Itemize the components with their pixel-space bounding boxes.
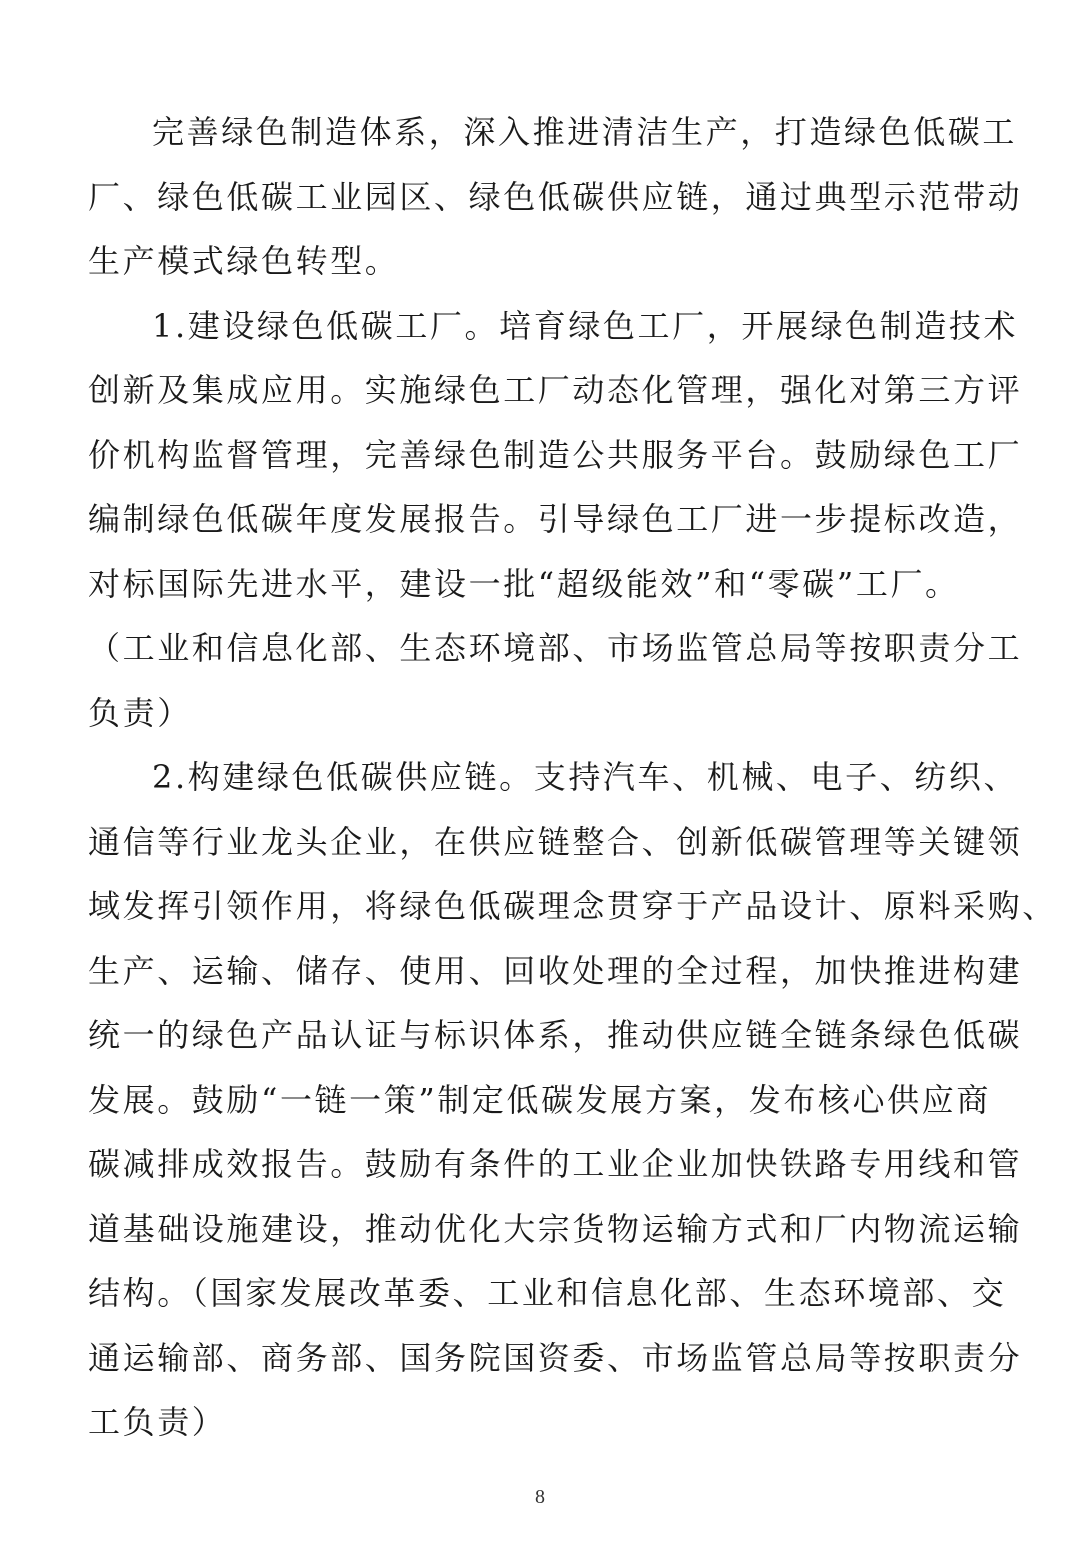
paragraph-1-line: （工业和信息化部、生态环境部、市场监管总局等按职责分工 bbox=[88, 629, 1023, 667]
paragraph-intro-line: 完善绿色制造体系，深入推进清洁生产，打造绿色低碳工 bbox=[152, 113, 1018, 151]
paragraph-2-line: 发展。鼓励“一链一策”制定低碳发展方案，发布核心供应商 bbox=[88, 1080, 991, 1119]
paragraph-1-line: 1.建设绿色低碳工厂。培育绿色工厂，开展绿色制造技术 bbox=[152, 306, 1019, 345]
paragraph-2-line: 碳减排成效报告。鼓励有条件的工业企业加快铁路专用线和管 bbox=[88, 1145, 1023, 1183]
paragraph-intro-line: 厂、绿色低碳工业园区、绿色低碳供应链，通过典型示范带动 bbox=[88, 177, 1023, 216]
paragraph-1-line: 编制绿色低碳年度发展报告。引导绿色工厂进一步提标改造， bbox=[88, 500, 1023, 538]
paragraph-2-line: 生产、运输、储存、使用、回收处理的全过程，加快推进构建 bbox=[88, 951, 1023, 990]
paragraph-2-line: 域发挥引领作用，将绿色低碳理念贯穿于产品设计、原料采购、 bbox=[88, 887, 1057, 925]
paragraph-2-line: 道基础设施建设，推动优化大宗货物运输方式和厂内物流运输 bbox=[88, 1209, 1023, 1248]
paragraph-1-line: 负责） bbox=[88, 693, 192, 732]
paragraph-2-line: 通运输部、商务部、国务院国资委、市场监管总局等按职责分 bbox=[88, 1338, 1023, 1377]
paragraph-1-line: 价机构监督管理，完善绿色制造公共服务平台。鼓励绿色工厂 bbox=[88, 435, 1023, 474]
paragraph-2-line: 工负责） bbox=[88, 1403, 227, 1441]
body-text bbox=[88, 100, 1057, 1455]
paragraph-intro-line: 生产模式绿色转型。 bbox=[88, 242, 400, 280]
paragraph-2-line: 通信等行业龙头企业，在供应链整合、创新低碳管理等关键领 bbox=[88, 822, 1023, 861]
paragraph-2-line: 2.构建绿色低碳供应链。支持汽车、机械、电子、纺织、 bbox=[152, 758, 1019, 796]
paragraph-1-line: 创新及集成应用。实施绿色工厂动态化管理，强化对第三方评 bbox=[88, 371, 1023, 409]
paragraph-1-line: 对标国际先进水平，建设一批“超级能效”和“零碳”工厂。 bbox=[88, 564, 960, 603]
page-number: 8 bbox=[535, 1486, 545, 1508]
paragraph-2-line: 统一的绿色产品认证与标识体系，推动供应链全链条绿色低碳 bbox=[88, 1016, 1023, 1054]
paragraph-2-line: 结构。（国家发展改革委、工业和信息化部、生态环境部、交 bbox=[88, 1274, 1007, 1312]
